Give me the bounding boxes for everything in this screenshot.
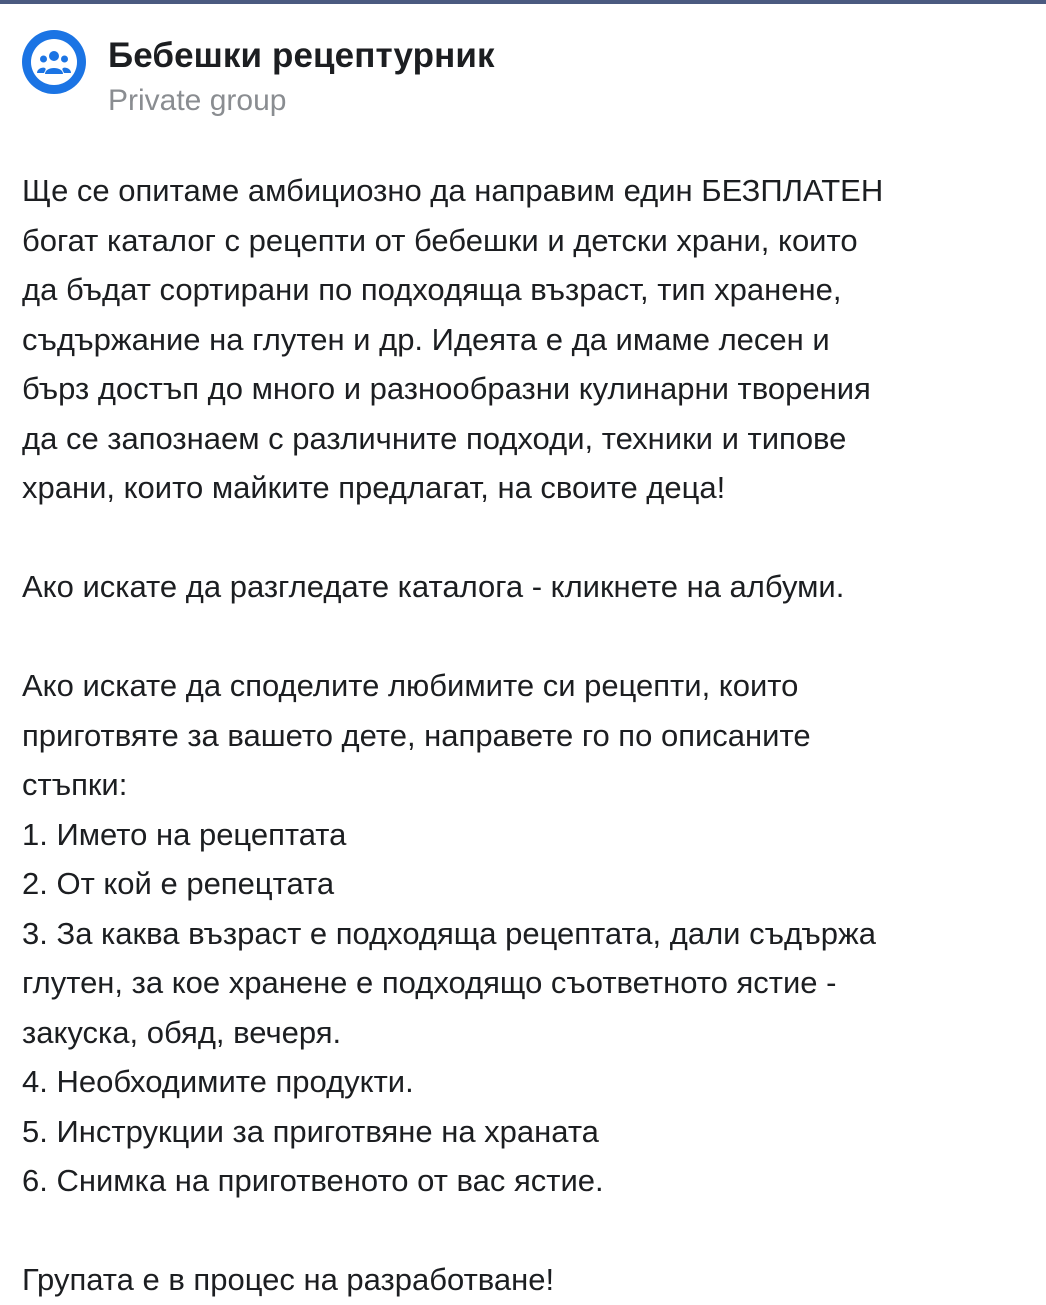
group-privacy-label: Private group	[108, 84, 287, 117]
catalog-instruction: Ако искате да разгледате каталога - кликнете на албуми.	[22, 569, 845, 604]
step-line: 3. За каква възраст е подходяща рецептата, дали съдържа	[22, 915, 876, 951]
description-line: бърз достъп до много и разнообразни кулинарни творения	[22, 371, 871, 406]
step-line: 2. От кой е репецтата	[22, 866, 335, 901]
description-line: богат каталог с рецепти от бебешки и детски храни, които	[22, 222, 858, 258]
description-line: да се запознаем с различните подходи, техники и типове	[22, 420, 847, 456]
share-instruction-line: приготвяте за вашето дете, направете го по описаните	[22, 717, 811, 753]
group-name[interactable]: Бебешки рецептурник	[108, 36, 495, 75]
top-divider	[0, 0, 1046, 4]
step-line: 5. Инструкции за приготвяне на храната	[22, 1113, 599, 1149]
step-line: 1. Името на рецептата	[22, 816, 347, 852]
share-instruction-line: стъпки:	[22, 767, 128, 802]
step-line: 4. Необходимите продукти.	[22, 1064, 414, 1099]
step-line: 6. Снимка на приготвеното от вас ястие.	[22, 1163, 604, 1198]
step-line: глутен, за кое хранене е подходящо съответното ястие -	[22, 965, 837, 1000]
description-line: Ще се опитаме амбициозно да направим един БЕЗПЛАТЕН	[22, 173, 884, 208]
share-instruction-line: Ако искате да споделите любимите си рецепти, които	[22, 668, 799, 703]
group-people-icon[interactable]	[22, 30, 86, 94]
group-description	[22, 166, 1046, 1305]
step-line: закуска, обяд, вечеря.	[22, 1014, 342, 1050]
description-line: да бъдат сортирани по подходяща възраст, тип хранене,	[22, 272, 842, 307]
group-header	[22, 30, 495, 120]
closing-note: Групата е в процес на разработване!	[22, 1262, 555, 1297]
description-line: храни, които майките предлагат, на своите деца!	[22, 470, 726, 505]
description-line: съдържание на глутен и др. Идеята е да имаме лесен и	[22, 321, 830, 357]
